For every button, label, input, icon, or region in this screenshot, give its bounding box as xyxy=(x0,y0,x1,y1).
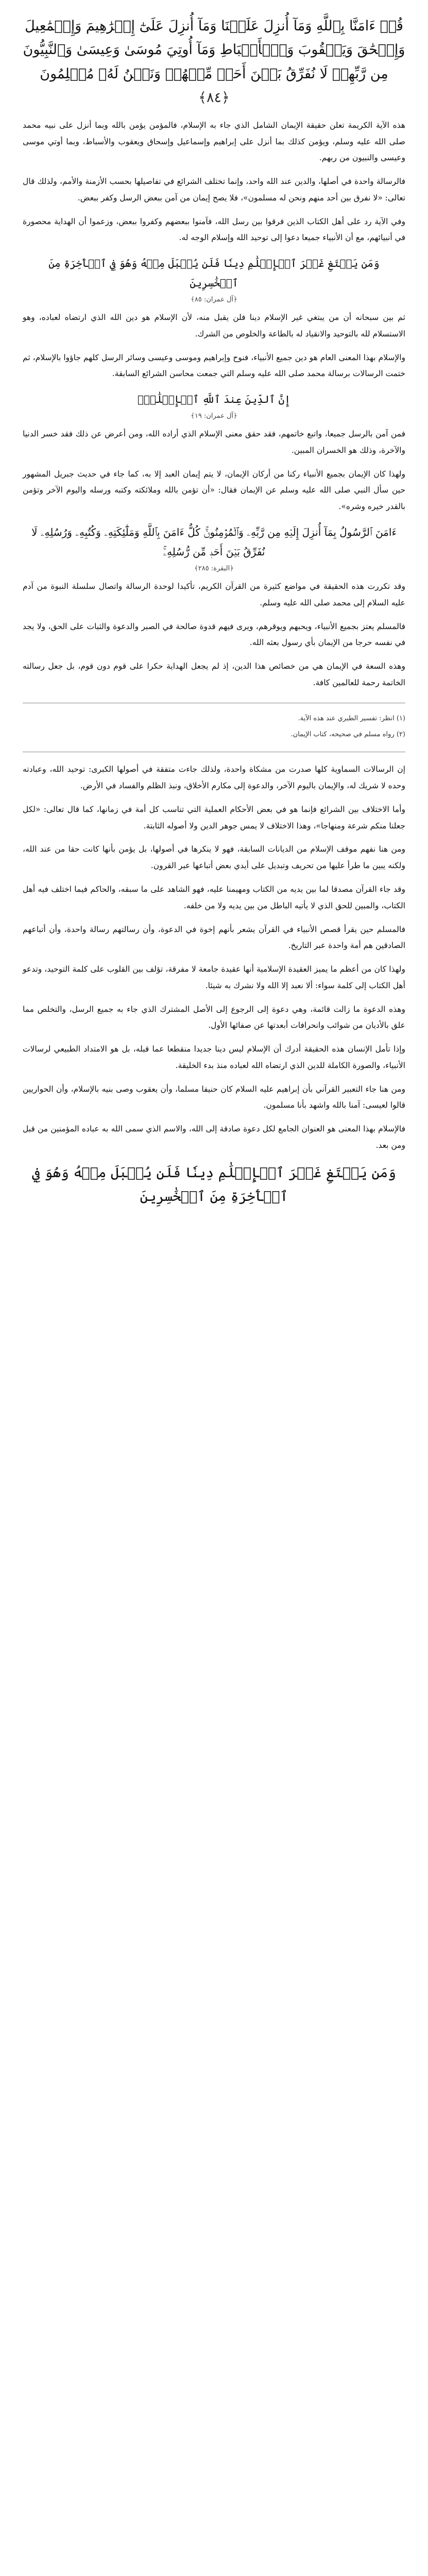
verse-reference: ﴿آل عمران: ١٩﴾ xyxy=(191,412,237,420)
paragraph: ثم بين سبحانه أن من يبتغي غير الإسلام دينا فلن يقبل منه، لأن الإسلام هو دين الله الذي ارتضاه لعباده، وهو الاستسلام لله بالتوحيد والانقياد له بالطاعة والخلوص من الشرك. xyxy=(23,313,405,338)
paragraph: والإسلام بهذا المعنى العام هو دين جميع الأنبياء، فنوح وإبراهيم وموسى وعيسى وسائر الرسل كلهم جاؤوا بالإسلام، ثم ختمت الرسالات برسالة محمد صلى الله عليه وسلم التي جمعت محاسن الشرائع السابقة. xyxy=(23,352,405,379)
paragraph: وقد جاء القرآن مصدقا لما بين يديه من الكتاب ومهيمنا عليه، فهو الشاهد على ما سبقه، والحاكم فيما اختلف فيه أهل الكتاب، والمبين للحق الذي لا يأتيه الباطل من بين يديه ولا من خلفه. xyxy=(23,884,405,910)
footnote: (١) انظر: تفسير الطبري عند هذه الآية. xyxy=(298,714,405,722)
paragraph: فالمسلم حين يقرأ قصص الأنبياء في القرآن يشعر بأنهم إخوة في الدعوة، وأن رسالتهم رسالة واحدة، وأن أتباعهم الصادقين هم أمة واحدة عبر التاريخ. xyxy=(23,924,405,951)
paragraph: ولهذا كان من أعظم ما يميز العقيدة الإسلامية أنها عقيدة جامعة لا مفرقة، تؤلف بين القلوب على كلمة التوحيد، وتدعو أهل الكتاب إلى كلمة سواء: ألا نعبد إلا الله ولا نشرك به شيئا. xyxy=(23,964,405,990)
footnote: (٢) رواه مسلم في صحيحه، كتاب الإيمان. xyxy=(290,730,405,738)
paragraph: ومن هنا جاء التعبير القرآني بأن إبراهيم عليه السلام كان حنيفا مسلما، وأن يعقوب وصى بنيه بالإسلام، وأن الحواريين قالوا لعيسى: آمنا بالله واشهد بأنا مسلمون. xyxy=(23,1084,405,1110)
paragraph: فالمسلم يعتز بجميع الأنبياء، ويحبهم ويوقرهم، ويرى فيهم قدوة صالحة في الصبر والدعوة والثبات على الحق، ولا يجد في نفسه حرجا من الإيمان بأي رسول بعثه الله. xyxy=(23,621,405,648)
opening-verse xyxy=(23,14,405,110)
verse-reference: ﴿آل عمران: ٨٥﴾ xyxy=(191,296,237,304)
paragraph: ومن هنا نفهم موقف الإسلام من الديانات السابقة، فهو لا ينكرها في أصولها، بل يؤمن بأنها كانت حقا من عند الله، ولكنه يبين ما طرأ عليها من تحريف وتبديل على أيدي بعض أتباعها عبر القرون. xyxy=(23,844,405,871)
closing-verse: وَمَن يَبۡتَغِ غَيۡرَ ٱلۡإِسۡلَٰمِ دِينٗا فَلَن يُقۡبَلَ مِنۡهُ وَهُوَ فِي ٱلۡأٓخِرَةِ مِنَ ٱلۡخَٰسِرِينَ xyxy=(32,1164,396,1205)
paragraph: وقد تكررت هذه الحقيقة في مواضع كثيرة من القرآن الكريم، تأكيدا لوحدة الرسالة واتصال سلسلة النبوة من آدم عليه السلام إلى محمد صلى الله عليه وسلم. xyxy=(23,582,405,607)
paragraph: وهذه السعة في الإيمان هي من خصائص هذا الدين، إذ لم يجعل الهداية حكرا على قوم دون قوم، بل جعل رسالته الخاتمة رحمة للعالمين كافة. xyxy=(23,662,405,687)
paragraph: وإذا تأمل الإنسان هذه الحقيقة أدرك أن الإسلام ليس دينا جديدا منقطعا عما قبله، بل هو الامتداد الطبيعي لرسالات الأنبياء، والصورة الكاملة للدين الذي ارتضاه الله لعباده منذ بدء الخليقة. xyxy=(23,1044,405,1070)
quoted-verse: ءَامَنَ ٱلرَّسُولُ بِمَآ أُنزِلَ إِلَيۡهِ مِن رَّبِّهِۦ وَٱلۡمُؤۡمِنُونَۚ كُلٌّ ءَامَنَ بِٱللَّهِ وَمَلَٰٓئِكَتِهِۦ وَكُتُبِهِۦ وَرُسُلِهِۦ لَا نُفَرِّقُ بَيۡنَ أَحَدٖ مِّن رُّسُلِهِۦۚ xyxy=(31,526,397,558)
paragraph: هذه الآية الكريمة تعلن حقيقة الإيمان الشامل الذي جاء به الإسلام، فالمؤمن يؤمن بالله وبما أنزل على نبيه محمد صلى الله عليه وسلم، ويؤمن كذلك بما أنزل على إبراهيم وإسماعيل وإسحاق ويعقوب والأسباط، وبما أوتي موسى وعيسى والنبيون من ربهم. xyxy=(23,120,405,163)
paragraph: فمن آمن بالرسل جميعا، واتبع خاتمهم، فقد حقق معنى الإسلام الذي أراده الله، ومن أعرض عن ذلك فقد خسر الدنيا والآخرة، وذلك هو الخسران المبين. xyxy=(23,429,405,455)
paragraph: إن الرسالات السماوية كلها صدرت من مشكاة واحدة، ولذلك جاءت متفقة في أصولها الكبرى: توحيد الله، وعبادته وحده لا شريك له، والإيمان باليوم الآخر، والدعوة إلى مكارم الأخلاق، ونبذ الظلم والفساد في الأرض. xyxy=(23,765,405,791)
paragraph: وأما الاختلاف بين الشرائع فإنما هو في بعض الأحكام العملية التي تناسب كل أمة في زمانها، كما قال تعالى: «لكل جعلنا منكم شرعة ومنهاجا»، وهذا الاختلاف لا يمس جوهر الدين ولا أصوله الثابتة. xyxy=(23,804,405,831)
paragraph: ولهذا كان الإيمان بجميع الأنبياء ركنا من أركان الإيمان، لا يتم إيمان العبد إلا به، كما جاء في حديث جبريل المشهور حين سأل النبي صلى الله عليه وسلم عن الإيمان فقال: «أن تؤمن بالله وملائكته وكتبه ورسله واليوم الآخر وتؤمن بالقدر خيره وشره». xyxy=(23,469,405,512)
verse-reference: ﴿البقرة: ٢٨٥﴾ xyxy=(194,565,234,572)
quoted-verse: إِنَّ ٱلدِّينَ عِندَ ٱللَّهِ ٱلۡإِسۡلَٰمُۗ xyxy=(138,393,290,406)
paragraph: وفي الآية رد على أهل الكتاب الذين فرقوا بين رسل الله، فآمنوا ببعضهم وكفروا ببعض، وزعموا أن الهداية محصورة في أنبيائهم، مع أن الأنبياء جميعا دعوا إلى توحيد الله وإسلام الوجه له. xyxy=(23,216,405,243)
verse-end-mark: ﴿٨٤﴾ xyxy=(198,90,230,106)
opening-verse-text: قُلۡ ءَامَنَّا بِٱللَّهِ وَمَآ أُنزِلَ عَلَيۡنَا وَمَآ أُنزِلَ عَلَىٰٓ إِبۡرَٰهِيمَ وَإِسۡمَٰعِيلَ وَإِسۡحَٰقَ وَيَعۡقُوبَ وَٱلۡأَسۡبَاطِ وَمَآ أُوتِيَ مُوسَىٰ وَعِيسَىٰ وَٱلنَّبِيُّونَ مِن رَّبِّهِمۡ لَا نُفَرِّقُ بَيۡنَ أَحَدٖ مِّنۡهُمۡ وَنَحۡنُ لَهُۥ مُسۡلِمُونَ xyxy=(23,18,405,82)
paragraph: فالرسالة واحدة في أصلها، والدين عند الله واحد، وإنما تختلف الشرائع في تفاصيلها بحسب الأزمنة والأمم، ولذلك قال تعالى: «لا نفرق بين أحد منهم ونحن له مسلمون»، فلا يصح إيمان من آمن ببعض الرسل وكفر ببعض. xyxy=(23,177,405,202)
paragraph: فالإسلام بهذا المعنى هو العنوان الجامع لكل دعوة صادقة إلى الله، والاسم الذي سمى الله به عباده المؤمنين من قبل ومن بعد. xyxy=(23,1124,405,1150)
quoted-verse: وَمَن يَبۡتَغِ غَيۡرَ ٱلۡإِسۡلَٰمِ دِينٗا فَلَن يُقۡبَلَ مِنۡهُ وَهُوَ فِي ٱلۡأٓخِرَةِ مِنَ ٱلۡخَٰسِرِينَ xyxy=(48,257,380,290)
paragraph: وهذه الدعوة ما زالت قائمة، وهي دعوة إلى الرجوع إلى الأصل المشترك الذي جاء به جميع الرسل، والتخلص مما علق بالأديان من شوائب وانحرافات أبعدتها عن صفائها الأول. xyxy=(23,1004,405,1030)
